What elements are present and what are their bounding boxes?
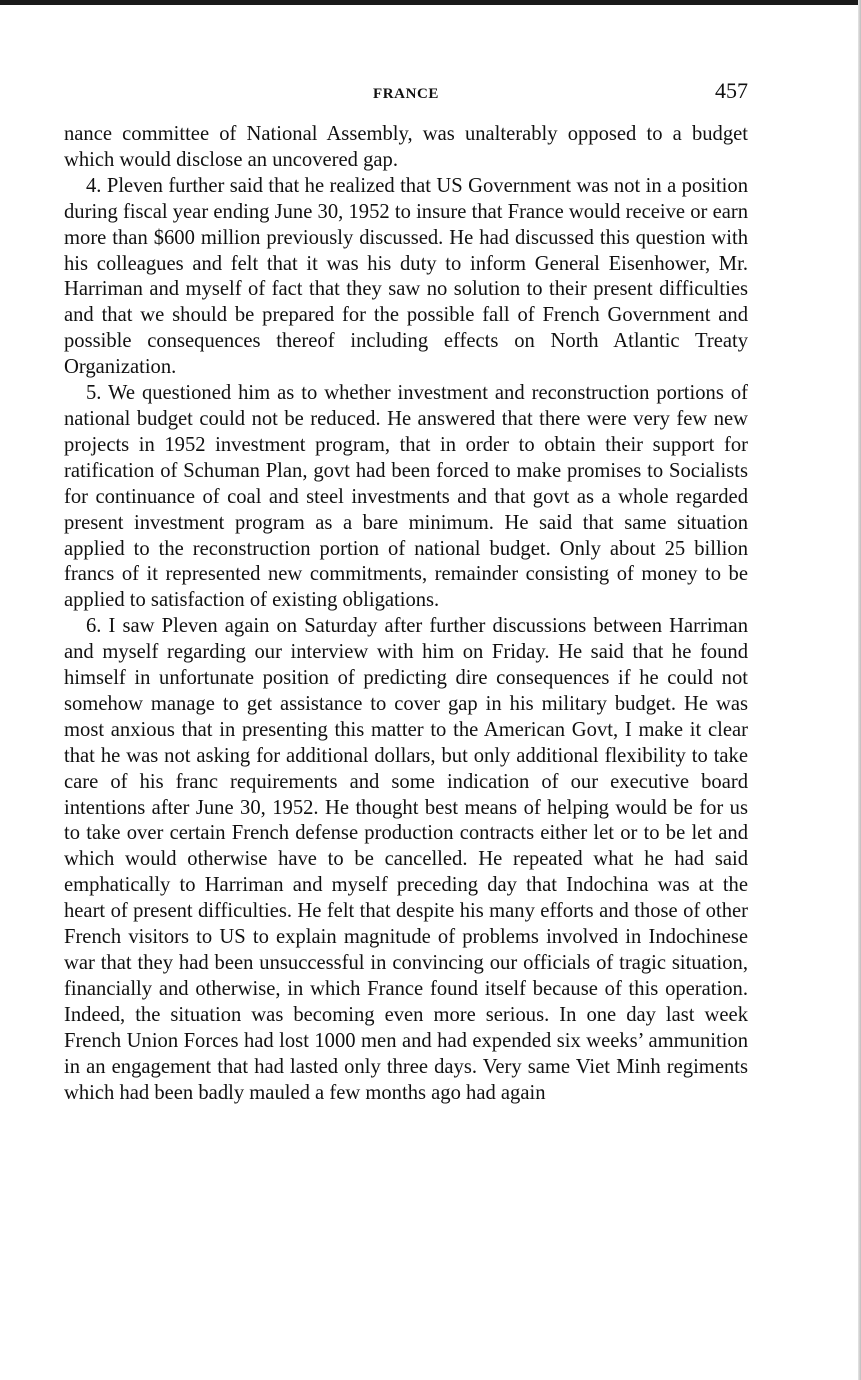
paragraph-4: 4. Pleven further said that he realized that US Government was not in a position during fiscal year ending June 30, 1952 to insure that France would receive or earn more than $600 million previously discussed. He had discussed this question with his colleagues and felt that it was his duty to inform General Eisenhower, Mr. Harriman and myself of fact that they saw no solution to their present difficulties and that we should be prepared for the possible fall of French Government and possible consequences thereof including effects on North Atlantic Treaty Organization. [64,174,748,379]
page-header [64,74,748,108]
body-text [64,122,748,1106]
top-scan-border [0,0,861,5]
page-number: 457 [715,78,748,103]
paragraph-6: 6. I saw Pleven again on Saturday after further discussions between Harriman and myself regarding our interview with him on Friday. He said that he found himself in unfortunate position of predicting dire consequences if he could not somehow manage to get assistance to cover gap in his military budget. He was most anxious that in presenting this matter to the American Govt, I make it clear that he was not asking for additional dollars, but only additional flexibility to take care of his franc requirements and some indication of our executive board intentions after June 30, 1952. He thought best means of helping would be for us to take over certain French defense production contracts either let or to be let and which would otherwise have to be cancelled. He repeated what he had said emphatically to Harriman and myself preceding day that Indochina was at the heart of present difficulties. He felt that despite his many efforts and those of other French visitors to US to explain magnitude of problems involved in Indochinese war that they had been unsuccessful in convincing our officials of tragic situation, financially and otherwise, in which France found itself because of this operation. Indeed, the situation was becoming even more serious. In one day last week French Union Forces had lost 1000 men and had expended six weeks’ ammunition in an engagement that had lasted only three days. Very same Viet Minh regiments which had been badly mauled a few months ago had again [64,615,748,1104]
paragraph-5: 5. We questioned him as to whether investment and reconstruction portions of national budget could not be reduced. He answered that there were very few new projects in 1952 investment program, that in order to obtain their support for ratification of Schuman Plan, govt had been forced to make promises to Socialists for continuance of coal and steel investments and that govt as a whole regarded present investment program as a bare minimum. He said that same situation applied to the reconstruction portion of national budget. Only about 25 billion francs of it represented new commitments, remainder consisting of money to be applied to satisfaction of existing obligations. [64,382,748,612]
paragraph-continued: nance committee of National Assembly, was unalterably opposed to a budget which would disclose an uncovered gap. [64,123,748,171]
running-head: FRANCE [372,86,440,102]
